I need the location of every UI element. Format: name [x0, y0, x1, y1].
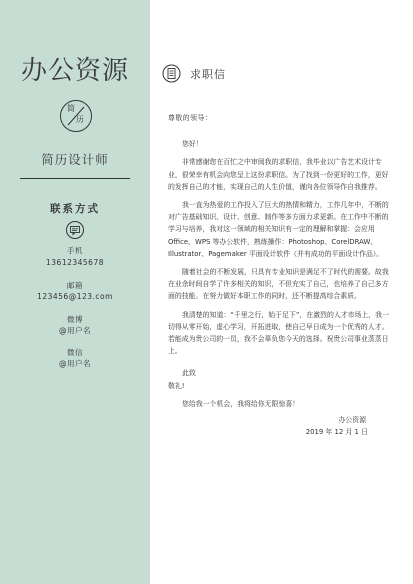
letter-paragraph: 我一直为热爱的工作投入了巨大的热情和精力，工作几年中，不断的对广告基础知识、设计、创意、制作等多方面力求更新。在工作中不断的学习与培养，我对这一领域的相关知识有一定的理解和掌握：会应用 Office、WPS 等办公软件，熟练操作：Photoshop、CorelDRAW、Illustrator、Pagemaker 平面设计软件（并有成功的平面设计作品）。: [168, 201, 389, 258]
seal-char-top: 简: [67, 104, 75, 113]
chat-icon: [65, 220, 85, 240]
document-icon: [162, 64, 181, 83]
seal-char-bottom: 历: [76, 115, 84, 124]
letter-greeting: 您好！: [182, 140, 203, 149]
weibo-value: @用户名: [59, 326, 91, 335]
letter-salutation: 尊敬的领导：: [168, 114, 213, 122]
weibo-label: 微博: [67, 315, 83, 324]
divider: [20, 178, 130, 179]
contact-section-title: 联系方式: [50, 203, 100, 215]
wechat-value: @用户名: [59, 359, 91, 368]
email-value: 123456@123.com: [37, 292, 113, 301]
resume-seal-icon: [60, 100, 92, 132]
letter-title: 求职信: [190, 68, 226, 81]
letter-hope: 您给我一个机会，我将给你无限惊喜！: [182, 399, 300, 408]
letter-sender: 办公资源: [338, 416, 366, 425]
letter-regards: 敬礼!: [168, 381, 185, 390]
sidebar: [0, 0, 150, 584]
job-role: 简历设计师: [41, 152, 109, 167]
wechat-label: 微信: [67, 348, 83, 357]
phone-label: 手机: [67, 246, 83, 255]
brand-title: 办公资源: [20, 56, 129, 86]
phone-value: 13612345678: [46, 258, 104, 267]
letter-closing: 此致: [182, 369, 196, 378]
letter-paragraph: 我清楚的知道：“千里之行，始于足下”，在激烈的人才市场上，我一切得从零开始，虚心学习，开拓进取，使自己早日成为一个优秀的人才。若能成为贵公司的一员，我不会辜负您今天的选择。祝贵公司事业蒸蒸日上。: [168, 310, 389, 356]
letter-date: 2019 年 12 月 1 日: [305, 428, 368, 437]
letter-paragraph: 非常感谢您在百忙之中审阅我的求职信，我毕业以广告艺术设计专业，很荣幸有机会向您呈上这份求职信。为了找到一份更好的工作，更好的发挥自己的才能，实现自己的人生价值，谨向各位领导作自我推荐。: [168, 158, 389, 191]
letter-body: [168, 112, 394, 438]
email-label: 邮箱: [67, 281, 83, 290]
letter-paragraph: 随着社会的不断发展，只具有专业知识是满足不了时代的需要。故我在业余时间自学了许多相关的知识，不但充实了自己，也培养了自己多方面的技能。在努力做好本职工作的同时，还不断提高综合素质。: [168, 268, 389, 301]
